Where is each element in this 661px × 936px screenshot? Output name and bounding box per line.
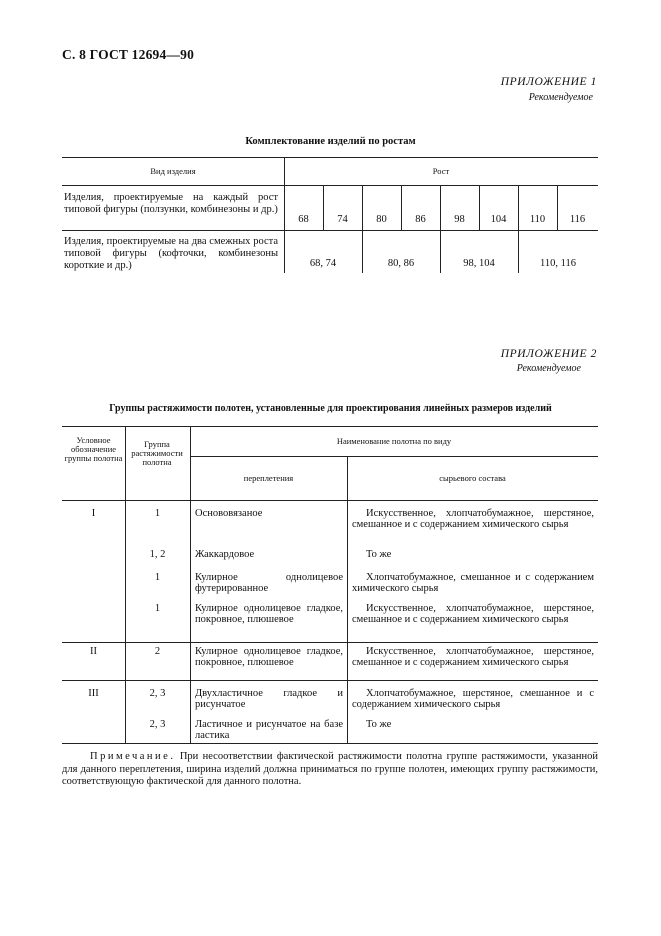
table-row-designation: I — [91, 508, 96, 519]
row1-item: Изделия, проектируемые на каждый рост типовой фигуры (ползунки, комбинезоны и др.) — [64, 192, 278, 215]
row1-value: 74 — [337, 214, 348, 225]
table-row-material: То же — [366, 549, 392, 560]
table-row-material: То же — [366, 719, 392, 730]
row2-value: 80, 86 — [387, 258, 415, 269]
table-row-group: 1, 2 — [149, 549, 166, 560]
col-header-group: Группа растяжимости полотна — [131, 439, 183, 467]
table-row-weave: Ластичное и рисунчатое на базе ластика — [195, 719, 343, 741]
table-row-material: Хлопчатобумажное, смешанное и с содержанием химического сырья — [352, 572, 594, 594]
row2-value: 68, 74 — [309, 258, 337, 269]
col-header-weave: переплетения — [243, 473, 294, 483]
col-header-name: Наименование полотна по виду — [336, 436, 452, 446]
row1-value: 68 — [298, 214, 309, 225]
col-header-material: сырьевого состава — [439, 473, 506, 483]
table-row-group: 2, 3 — [149, 719, 166, 730]
note-text: При несоответствии фактической растяжимости полотна группе растяжимости, указанной для данного переплетения, ширина изделий должна приниматься по группе полотен, имеющих группу растяжимости, соответствующую фактической для данного полотна. — [62, 751, 598, 787]
appendix2-title: ПРИЛОЖЕНИЕ 2 — [500, 348, 597, 360]
table-row-group: 2, 3 — [149, 688, 166, 699]
appendix2-subtitle: Рекомендуемое — [516, 363, 581, 374]
table-row-group: 2 — [154, 646, 161, 657]
table-row-weave: Двухластичное гладкое и рисунчатое — [195, 688, 343, 710]
page-header: С. 8 ГОСТ 12694—90 — [62, 47, 195, 62]
row1-value: 110 — [529, 214, 546, 225]
table-row-group: 1 — [154, 603, 161, 614]
table-row-material: Хлопчатобумажное, шерстяное, смешанное и с содержанием химического сырья — [352, 688, 594, 710]
row1-value: 104 — [490, 214, 507, 225]
table-row-designation: II — [90, 646, 97, 657]
table-row-weave: Кулирное однолицевое футерированное — [195, 572, 343, 594]
table-row-weave: Основовязаное — [195, 508, 263, 519]
table-row-group: 1 — [154, 508, 161, 519]
table-row-group: 1 — [154, 572, 161, 583]
note-paragraph — [62, 751, 598, 789]
row2-value: 98, 104 — [463, 258, 495, 269]
row1-value: 86 — [415, 214, 426, 225]
table-row-weave: Кулирное однолицевое гладкое, покровное, плюшевое — [195, 646, 343, 668]
table-row-material: Искусственное, хлопчатобумажное, шерстяное, смешанное и с содержанием химического сырья — [352, 508, 594, 530]
row1-value: 116 — [569, 214, 586, 225]
appendix1-subtitle: Рекомендуемое — [528, 92, 593, 103]
table-row-designation: III — [88, 688, 99, 699]
appendix1-table-title: Комплектование изделий по ростам — [245, 136, 416, 147]
table-row-material: Искусственное, хлопчатобумажное, шерстяное, смешанное и с содержанием химического сырья — [352, 646, 594, 668]
note-label: Примечание. — [90, 751, 176, 762]
row2-value: 110, 116 — [540, 258, 576, 269]
row2-item: Изделия, проектируемые на два смежных роста типовой фигуры (кофточки, комбинезоны короткие и др.) — [64, 236, 278, 271]
appendix2-table-title: Группы растяжимости полотен, установленные для проектирования линейных размеров изделий — [109, 403, 552, 414]
table-row-weave: Жаккардовое — [195, 549, 255, 560]
row1-value: 80 — [376, 214, 387, 225]
table-row-material: Искусственное, хлопчатобумажное, шерстяное, смешанное и с содержанием химического сырья — [352, 603, 594, 625]
col-header-item: Вид изделия — [150, 166, 196, 176]
table-row-weave: Кулирное однолицевое гладкое, покровное, плюшевое — [195, 603, 343, 625]
col-header-height: Рост — [432, 166, 450, 176]
col-header-designation: Условное обозначение группы полотна — [64, 435, 123, 463]
row1-value: 98 — [454, 214, 465, 225]
appendix1-title: ПРИЛОЖЕНИЕ 1 — [500, 76, 597, 88]
